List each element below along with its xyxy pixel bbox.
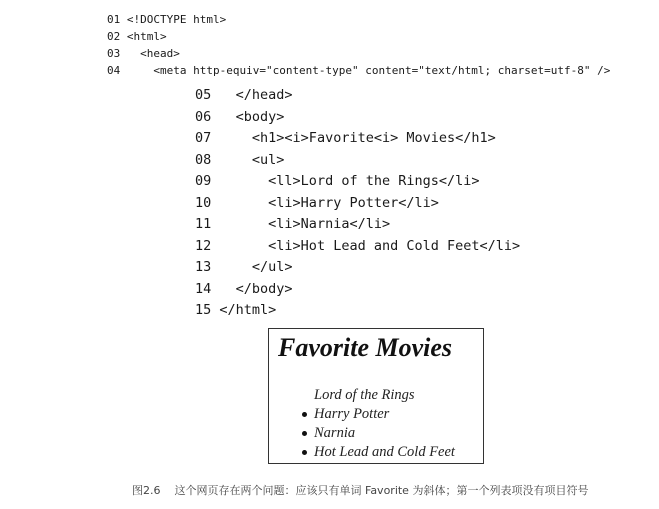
code-line — [107, 11, 610, 28]
line-number: 08 — [195, 151, 212, 168]
code-text: <html> — [126, 30, 167, 43]
caption-text: 这个网页存在两个问题：应该只有单词 Favorite 为斜体；第一个列表项没有项目符号 — [174, 484, 589, 497]
code-text: <head> — [126, 47, 180, 60]
bullet-icon — [302, 450, 307, 455]
line-number: 14 — [195, 280, 212, 297]
code-line — [195, 193, 520, 215]
code-line — [195, 85, 520, 107]
code-text: </body> — [219, 280, 293, 297]
code-line — [107, 62, 610, 79]
code-line — [195, 214, 520, 236]
code-line — [195, 279, 520, 301]
code-line — [195, 128, 520, 150]
list-item — [269, 443, 455, 462]
code-text: </head> — [219, 87, 293, 103]
bullet-icon — [302, 412, 307, 417]
code-text: <ul> — [219, 151, 285, 168]
line-number: 02 — [107, 30, 121, 43]
line-number: 09 — [195, 173, 212, 189]
line-number: 04 — [107, 64, 121, 77]
rendered-heading: Favorite Movies — [278, 333, 453, 362]
list-item-text: Harry Potter — [314, 406, 390, 422]
code-line — [195, 171, 520, 193]
list-item — [269, 424, 455, 443]
line-number: 06 — [195, 108, 212, 125]
code-block-top — [107, 11, 610, 79]
code-text: <meta http-equiv="content-type" content="text/html; charset=utf-8" /> — [126, 64, 611, 77]
list-item — [269, 405, 455, 424]
line-number: 12 — [195, 237, 212, 254]
code-line — [195, 107, 520, 129]
code-text: <h1><i>Favorite<i> Movies</h1> — [219, 130, 496, 146]
code-text: <ll>Lord of the Rings</li> — [219, 173, 480, 189]
line-number: 13 — [195, 259, 212, 275]
code-line — [195, 257, 520, 279]
code-line — [195, 236, 520, 258]
rendered-list — [269, 386, 455, 462]
line-number: 10 — [195, 194, 212, 211]
code-text: <!DOCTYPE html> — [126, 13, 227, 26]
code-text: </ul> — [219, 259, 293, 275]
code-block-bottom — [195, 85, 520, 322]
list-item-text: Hot Lead and Cold Feet — [314, 444, 455, 460]
rendered-page-preview — [268, 328, 484, 464]
line-number: 03 — [107, 47, 121, 60]
code-line — [107, 28, 610, 45]
list-item-text: Narnia — [314, 425, 356, 441]
line-number: 05 — [195, 87, 212, 103]
line-number: 07 — [195, 130, 212, 146]
code-line — [195, 150, 520, 172]
code-line — [195, 300, 520, 322]
code-text: <li>Harry Potter</li> — [219, 194, 439, 211]
figure-number: 图2.6 — [132, 484, 161, 497]
code-text: <li>Hot Lead and Cold Feet</li> — [219, 237, 521, 254]
line-number: 01 — [107, 13, 121, 26]
code-text: </html> — [219, 302, 277, 318]
code-text: <body> — [219, 108, 285, 125]
list-item-text: Lord of the Rings — [314, 387, 415, 403]
bullet-icon — [302, 431, 307, 436]
list-item — [269, 386, 455, 405]
line-number: 11 — [195, 216, 212, 232]
code-text: <li>Narnia</li> — [219, 216, 391, 232]
line-number: 15 — [195, 302, 212, 318]
code-line — [107, 45, 610, 62]
figure-caption — [132, 482, 588, 498]
